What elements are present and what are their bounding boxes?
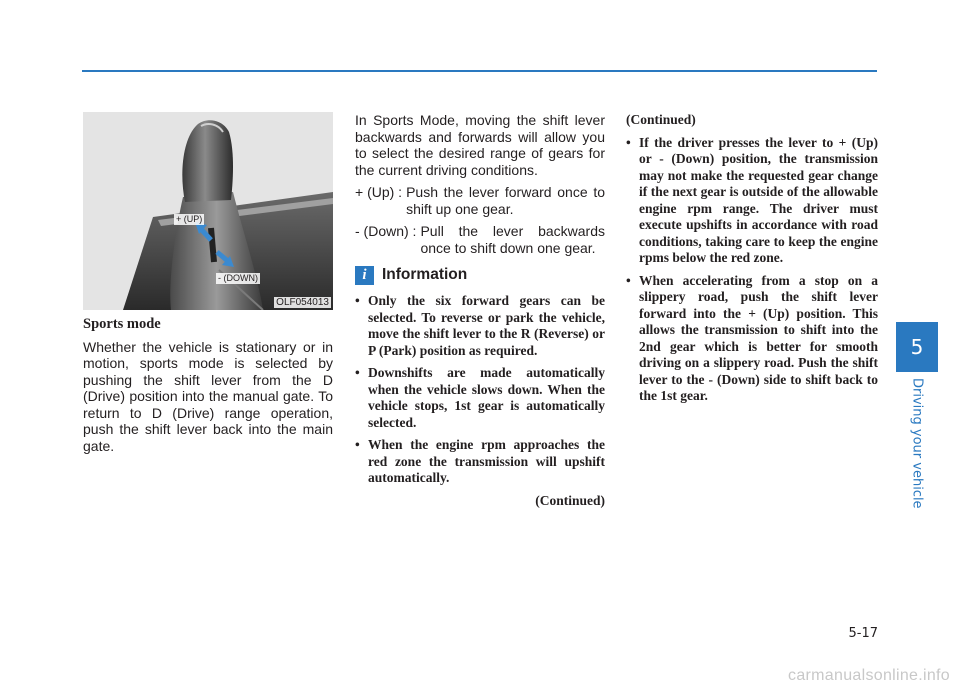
information-list — [355, 293, 605, 487]
column-2 — [355, 112, 605, 509]
mode-up-desc: Push the lever forward once to shift up one gear. — [406, 184, 605, 217]
figure-label-down: - (DOWN) — [218, 273, 258, 283]
page-number: 5-17 — [848, 626, 878, 641]
info-icon: i — [355, 266, 374, 285]
watermark: carmanualsonline.info — [788, 667, 950, 684]
chapter-title-container — [893, 377, 941, 509]
chapter-tab — [896, 322, 938, 372]
mode-down-item — [355, 223, 605, 256]
chapter-title: Driving your vehicle — [909, 377, 925, 509]
sports-mode-paragraph: Whether the vehicle is stationary or in motion, sports mode is selected by pushing the shift lever from the D (Drive) position into the manual gate. To return to D (Drive) range operation, push the shift lever back into the main gate. — [83, 338, 333, 454]
list-item: • When accelerating from a stop on a slippery road, push the shift lever forward into the + (Up) position. This allows the transmission to shift into the 2nd gear which is better for smooth driving on a slippery road. Push the shift lever to the - (Down) side to shift back to the 1st gear. — [626, 273, 878, 405]
mode-up-term: + (Up) : — [355, 184, 403, 200]
list-item: • When the engine rpm approaches the red zone the transmission will upshift automatically. — [355, 437, 605, 487]
continued-note: (Continued) — [535, 492, 605, 508]
shift-lever-figure — [83, 112, 333, 310]
intro-paragraph: In Sports Mode, moving the shift lever backwards and forwards will allow you to select the desired range of gears for the current driving conditions. — [355, 112, 605, 178]
continued-list — [626, 135, 878, 405]
section-heading: Sports mode — [83, 316, 161, 332]
list-item: • Downshifts are made automatically when the vehicle slows down. When the vehicle stops, 1st gear is automatically selected. — [355, 365, 605, 431]
mode-down-desc: Pull the lever backwards once to shift down one gear. — [420, 223, 605, 256]
figure-code: OLF054013 — [276, 297, 329, 308]
continued-heading: (Continued) — [626, 112, 696, 127]
column-3 — [626, 112, 878, 411]
header-rule — [82, 70, 877, 72]
chapter-number: 5 — [910, 335, 924, 359]
mode-up-item — [355, 184, 605, 217]
figure-label-up: + (UP) — [176, 214, 203, 224]
mode-down-term: - (Down) : — [355, 223, 417, 239]
information-title: Information — [382, 266, 468, 284]
information-header — [355, 266, 605, 285]
shift-lever-illustration — [83, 112, 333, 310]
column-1 — [83, 316, 333, 460]
list-item: • If the driver presses the lever to + (Up) or - (Down) position, the transmission may not make the requested gear change if the next gear is outside of the allowable engine rpm range. The driver must execute upshifts in accordance with road conditions, taking care to keep the engine rpms below the red zone. — [626, 135, 878, 267]
list-item: • Only the six forward gears can be selected. To reverse or park the vehicle, move the shift lever to the R (Reverse) or P (Park) position as required. — [355, 293, 605, 359]
